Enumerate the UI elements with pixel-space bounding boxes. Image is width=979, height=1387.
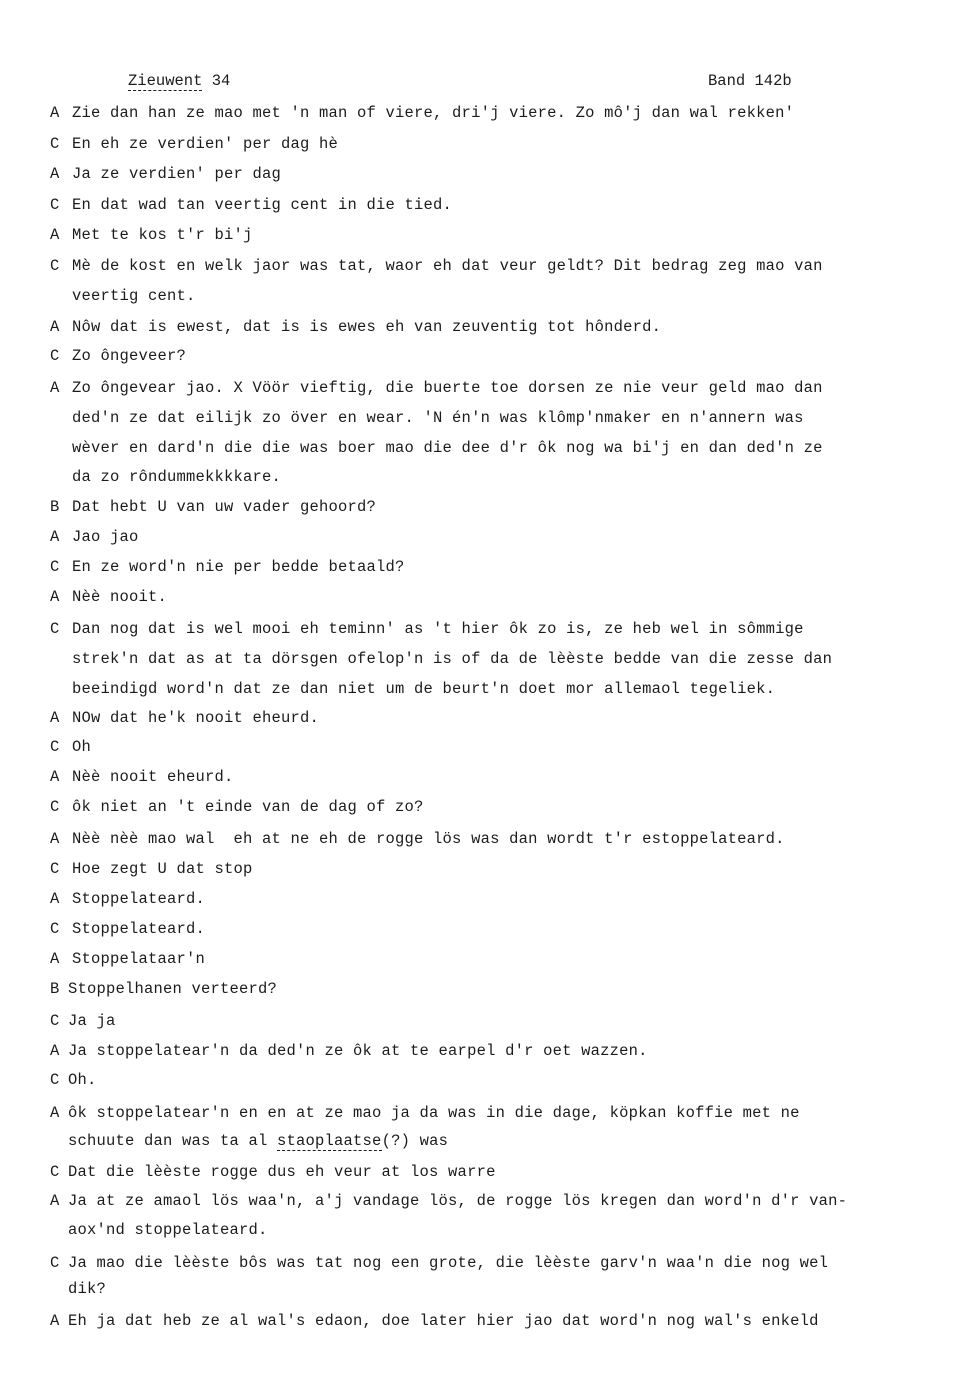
speaker-label: C	[50, 196, 60, 214]
transcript-line	[0, 135, 979, 159]
transcript-line	[0, 830, 979, 854]
speaker-label: C	[50, 347, 60, 365]
transcript-line	[0, 379, 979, 403]
transcript-line	[0, 738, 979, 762]
utterance-text: Oh.	[68, 1071, 97, 1089]
transcript-line	[0, 1312, 979, 1336]
utterance-text: Stoppelataar'n	[72, 950, 206, 968]
speaker-label: C	[50, 1163, 60, 1181]
transcript-line	[0, 1163, 979, 1187]
transcript-line	[0, 768, 979, 792]
transcript-line	[0, 950, 979, 974]
transcript-line	[0, 1192, 979, 1216]
utterance-text: Oh	[72, 738, 92, 756]
speaker-label: C	[50, 1254, 60, 1272]
speaker-label: C	[50, 798, 60, 816]
transcript-line	[0, 860, 979, 884]
utterance-text: Zo ôngevear jao. X Vöör vieftig, die buerte toe dorsen ze nie veur geld mao dan	[72, 379, 823, 397]
band-label: Band 142b	[708, 72, 792, 90]
utterance-text: Ja stoppelatear'n da ded'n ze ôk at te earpel d'r oet wazzen.	[68, 1042, 648, 1060]
utterance-text: Mè de kost en welk jaor was tat, waor eh dat veur geldt? Dit bedrag zeg mao van	[72, 257, 823, 275]
speaker-label: A	[50, 165, 60, 183]
utterance-text: wèver en dard'n die die was boer mao die dee d'r ôk nog wa bi'j en dan ded'n ze	[72, 439, 823, 457]
transcript-line	[0, 1042, 979, 1066]
transcript-line	[0, 439, 979, 463]
utterance-text: Jao jao	[72, 528, 139, 546]
header-place	[128, 72, 230, 90]
speaker-label: A	[50, 104, 60, 122]
transcript-line	[0, 165, 979, 189]
transcript-line	[0, 1104, 979, 1128]
speaker-label: A	[50, 528, 60, 546]
utterance-text: dik?	[68, 1280, 107, 1298]
utterance-text: Nèè nooit.	[72, 588, 168, 606]
speaker-label: C	[50, 558, 60, 576]
utterance-text: Stoppelateard.	[72, 920, 206, 938]
speaker-label: A	[50, 1104, 60, 1122]
transcript-line	[0, 104, 979, 128]
transcript-line	[0, 1221, 979, 1245]
utterance-text: Zo ôngeveer?	[72, 347, 187, 365]
underlined-word: staoplaatse	[277, 1132, 382, 1150]
utterance-text: da zo rôndummekkkkare.	[72, 468, 282, 486]
utterance-text: Ja mao die lèèste bôs was tat nog een grote, die lèèste garv'n waa'n die nog wel	[68, 1254, 829, 1272]
utterance-text: Stoppelhanen verteerd?	[68, 980, 278, 998]
transcript-line	[0, 528, 979, 552]
speaker-label: C	[50, 620, 60, 638]
speaker-label: A	[50, 1192, 60, 1210]
utterance-text: Dat die lèèste rogge dus eh veur at los warre	[68, 1163, 496, 1181]
utterance-text: Zie dan han ze mao met 'n man of viere, dri'j viere. Zo mô'j dan wal rekken'	[72, 104, 795, 122]
speaker-label: A	[50, 950, 60, 968]
utterance-text: NOw dat he'k nooit eheurd.	[72, 709, 320, 727]
speaker-label: C	[50, 860, 60, 878]
speaker-label: C	[50, 738, 60, 756]
transcript-line	[0, 1132, 979, 1156]
speaker-label: A	[50, 890, 60, 908]
transcript-line	[0, 798, 979, 822]
utterance-text: Ja ze verdien' per dag	[72, 165, 282, 183]
utterance-text: Ja at ze amaol lös waa'n, a'j vandage lös, de rogge lös kregen dan word'n d'r van-	[68, 1192, 848, 1210]
speaker-label: A	[50, 588, 60, 606]
speaker-label: A	[50, 768, 60, 786]
transcript-line	[0, 1280, 979, 1304]
transcript-line	[0, 498, 979, 522]
utterance-text: schuute dan was ta al staoplaatse(?) was	[68, 1132, 449, 1150]
utterance-text: Nôw dat is ewest, dat is is ewes eh van zeuventig tot hônderd.	[72, 318, 662, 336]
transcript-line	[0, 920, 979, 944]
speaker-label: A	[50, 830, 60, 848]
speaker-label: A	[50, 318, 60, 336]
speaker-label: A	[50, 1042, 60, 1060]
speaker-label: C	[50, 1071, 60, 1089]
transcript-line	[0, 558, 979, 582]
transcript-line	[0, 620, 979, 644]
speaker-label: B	[50, 498, 60, 516]
speaker-label: C	[50, 135, 60, 153]
utterance-text: Eh ja dat heb ze al wal's edaon, doe later hier jao dat word'n nog wal's enkeld	[68, 1312, 819, 1330]
transcript-line	[0, 588, 979, 612]
transcript-line	[0, 257, 979, 281]
transcript-line	[0, 226, 979, 250]
speaker-label: A	[50, 379, 60, 397]
transcript-line	[0, 196, 979, 220]
utterance-text: Dan nog dat is wel mooi eh teminn' as 't hier ôk zo is, ze heb wel in sômmige	[72, 620, 804, 638]
transcript-line	[0, 650, 979, 674]
utterance-text: En ze word'n nie per bedde betaald?	[72, 558, 405, 576]
transcript-line	[0, 1254, 979, 1278]
transcript-line	[0, 1012, 979, 1036]
page-number: 34	[211, 72, 231, 90]
utterance-text: ôk niet an 't einde van de dag of zo?	[72, 798, 424, 816]
utterance-text: Stoppelateard.	[72, 890, 206, 908]
utterance-text: Met te kos t'r bi'j	[72, 226, 253, 244]
speaker-label: C	[50, 257, 60, 275]
utterance-text: En eh ze verdien' per dag hè	[72, 135, 339, 153]
utterance-text: beeindigd word'n dat ze dan niet um de beurt'n doet mor allemaol tegeliek.	[72, 680, 776, 698]
utterance-text: Ja ja	[68, 1012, 116, 1030]
utterance-text: Dat hebt U van uw vader gehoord?	[72, 498, 377, 516]
utterance-text: ded'n ze dat eilijk zo över en wear. 'N én'n was klômp'nmaker en n'annern was	[72, 409, 804, 427]
speaker-label: A	[50, 709, 60, 727]
utterance-text: En dat wad tan veertig cent in die tied.	[72, 196, 453, 214]
transcript-line	[0, 680, 979, 704]
speaker-label: C	[50, 1012, 60, 1030]
speaker-label: B	[50, 980, 60, 998]
transcript-line	[0, 468, 979, 492]
speaker-label: A	[50, 1312, 60, 1330]
utterance-text: veertig cent.	[72, 287, 196, 305]
transcript-line	[0, 1071, 979, 1095]
utterance-text: Nèè nooit eheurd.	[72, 768, 234, 786]
utterance-text: aox'nd stoppelateard.	[68, 1221, 268, 1239]
place-name: Zieuwent	[128, 72, 203, 90]
utterance-text: ôk stoppelatear'n en en at ze mao ja da was in die dage, köpkan koffie met ne	[68, 1104, 800, 1122]
transcript-line	[0, 890, 979, 914]
transcript-line	[0, 409, 979, 433]
utterance-text: Nèè nèè mao wal eh at ne eh de rogge lös was dan wordt t'r estoppelateard.	[72, 830, 785, 848]
speaker-label: A	[50, 226, 60, 244]
transcript-line	[0, 709, 979, 733]
transcript-line	[0, 347, 979, 371]
speaker-label: C	[50, 920, 60, 938]
transcript-line	[0, 287, 979, 311]
utterance-text: Hoe zegt U dat stop	[72, 860, 253, 878]
transcript-line	[0, 318, 979, 342]
transcript-line	[0, 980, 979, 1004]
utterance-text: strek'n dat as at ta dörsgen ofelop'n is of da de lèèste bedde van die zesse dan	[72, 650, 833, 668]
